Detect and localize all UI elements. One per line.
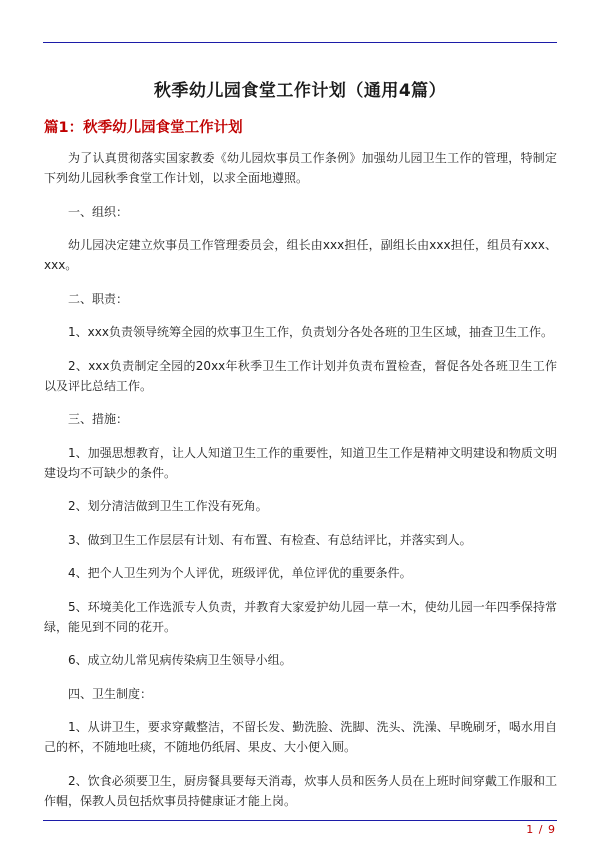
- header-rule: [43, 42, 557, 43]
- paragraph-heading-duties: 二、职责：: [68, 291, 129, 306]
- paragraph-duty-2: 2、xxx负责制定全园的20xx年秋季卫生工作计划并负责布置检查，督促各处各班卫生工作以及评比总结工作。: [44, 358, 557, 393]
- paragraph-measure-6: 6、成立幼儿常见病传染病卫生领导小组。: [68, 653, 292, 667]
- paragraph-hygiene-2: 2、饮食必须要卫生，厨房餐具要每天消毒，炊事人员和医务人员在上班时间穿戴工作服和工作帽，保教人员包括炊事员持健康证才能上岗。: [44, 773, 557, 808]
- paragraph-measure-5: 5、环境美化工作选派专人负责，并教育大家爱护幼儿园一草一木，使幼儿园一年四季保持常绿，能见到不同的花开。: [44, 599, 557, 634]
- footer-rule: [43, 820, 557, 821]
- paragraph-intro: 为了认真贯彻落实国家教委《幼儿园炊事员工作条例》加强幼儿园卫生工作的管理，特制定下列幼儿园秋季食堂工作计划，以求全面地遵照。: [44, 151, 557, 185]
- paragraph-measure-1: 1、加强思想教育，让人人知道卫生工作的重要性，知道卫生工作是精神文明建设和物质文明建设均不可缺少的条件。: [44, 445, 557, 480]
- paragraph-heading-hygiene: 四、卫生制度：: [68, 686, 153, 701]
- paragraph-duty-1: 1、xxx负责领导统筹全园的炊事卫生工作，负责划分各处各班的卫生区域，抽查卫生工作。: [68, 325, 553, 339]
- paragraph-measure-2: 2、划分清洁做到卫生工作没有死角。: [68, 499, 268, 513]
- paragraph-hygiene-1: 1、从讲卫生，要求穿戴整洁，不留长发、勤洗脸、洗脚、洗头、洗澡、早晚刷牙，喝水用自己的杯，不随地吐痰，不随地仍纸屑、果皮、大小便入厕。: [44, 720, 557, 754]
- document-title: 秋季幼儿园食堂工作计划（通用4篇）: [153, 81, 447, 101]
- section-heading: 篇1：秋季幼儿园食堂工作计划: [44, 120, 243, 136]
- paragraph-organization: 幼儿园决定建立炊事员工作管理委员会，组长由xxx担任，副组长由xxx担任，组员有xxx、xxx。: [44, 238, 557, 272]
- page-number: 1 / 9: [526, 823, 556, 836]
- paragraph-heading-measures: 三、措施：: [68, 412, 129, 426]
- document-body: [44, 148, 557, 824]
- paragraph-heading-organization: 一、组织：: [68, 204, 129, 219]
- paragraph-measure-3: 3、做到卫生工作层层有计划、有布置、有检查、有总结评比，并落实到人。: [68, 532, 472, 547]
- paragraph-measure-4: 4、把个人卫生列为个人评优，班级评优，单位评优的重要条件。: [68, 566, 412, 580]
